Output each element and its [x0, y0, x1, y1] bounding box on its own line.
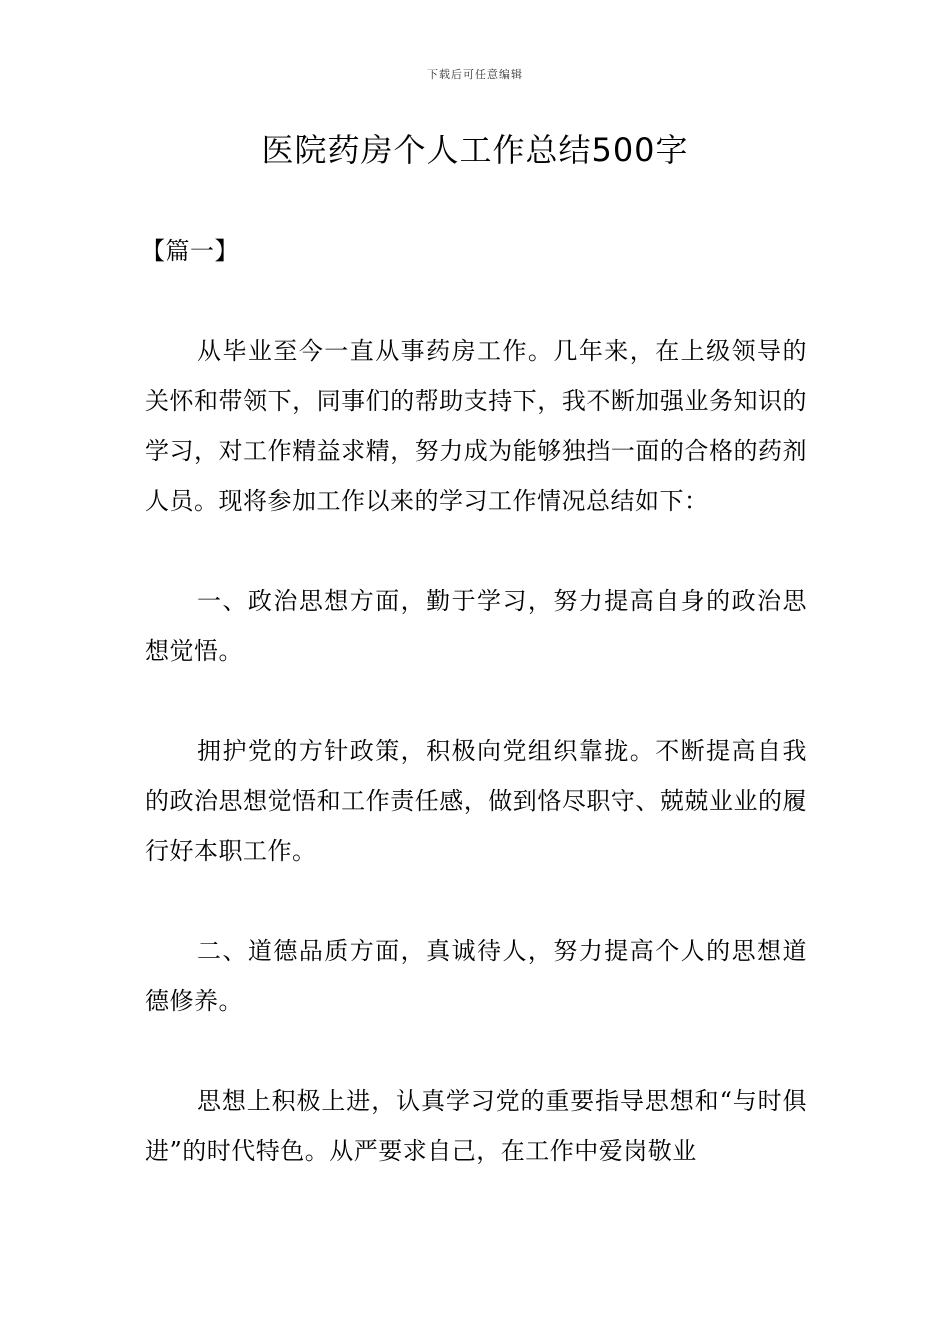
- paragraph-moral-detail: 思想上积极上进，认真学习党的重要指导思想和“与时俱进”的时代特色。从严要求自己，在工作中爱岗敬业: [145, 1087, 807, 1165]
- header-note: 下载后可任意编辑: [427, 68, 523, 81]
- document-body: [141, 226, 807, 1226]
- section-label: 【篇一】: [141, 237, 239, 265]
- paragraph-political-detail: 拥护党的方针政策，积极向党组织靠拢。不断提高自我的政治思想觉悟和工作责任感，做到恪尽职守、兢兢业业的履行好本职工作。: [145, 737, 807, 865]
- paragraph-moral-heading: 二、道德品质方面，真诚待人，努力提高个人的思想道德修养。: [145, 937, 807, 1015]
- document-title: 医院药房个人工作总结500字: [261, 131, 689, 169]
- paragraph-intro: 从毕业至今一直从事药房工作。几年来，在上级领导的关怀和带领下，同事们的帮助支持下，我不断加强业务知识的学习，对工作精益求精，努力成为能够独挡一面的合格的药剂人员。现将参加工作以来的学习工作情况总结如下：: [145, 337, 807, 515]
- paragraph-political-heading: 一、政治思想方面，勤于学习，努力提高自身的政治思想觉悟。: [145, 587, 807, 665]
